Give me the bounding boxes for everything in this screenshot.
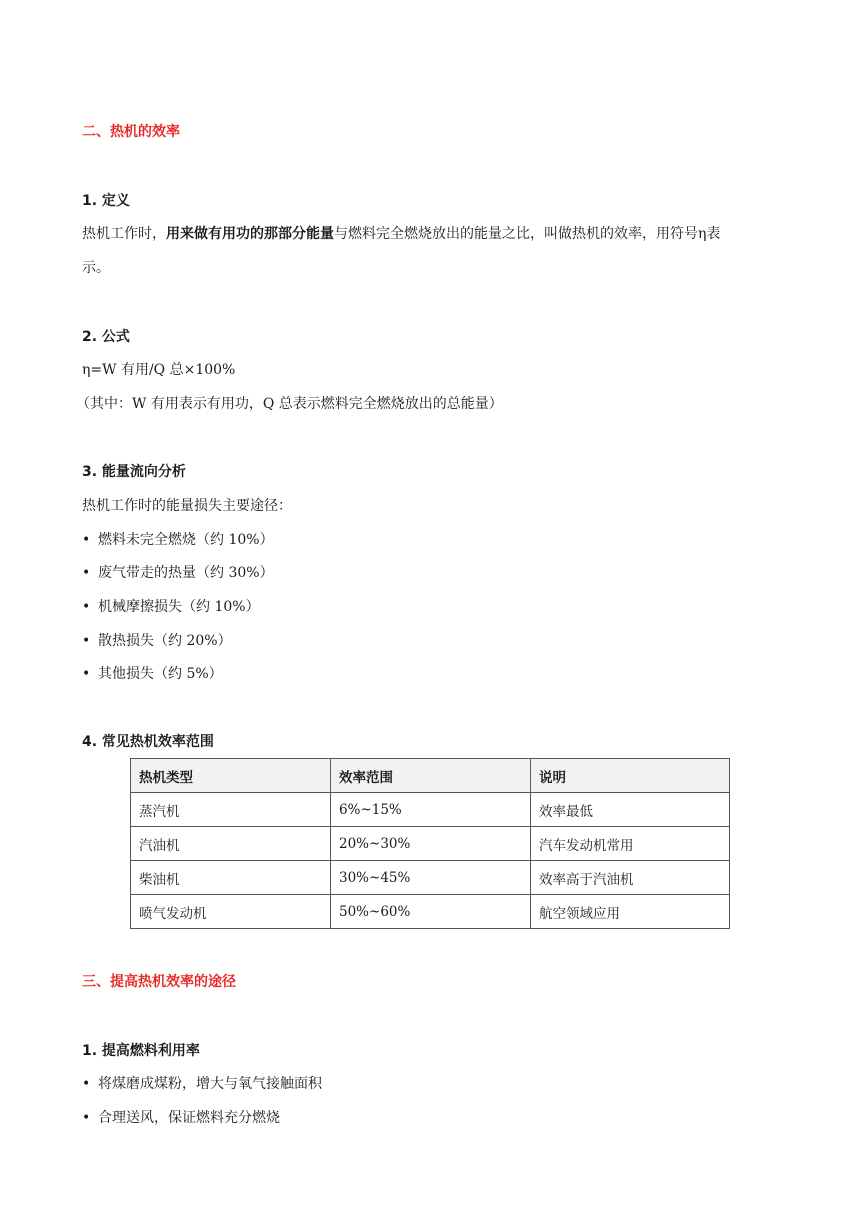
table-cell: 效率最低 xyxy=(531,793,730,827)
list-item-text: 废气带走的热量（约 30%） xyxy=(98,565,274,581)
list-item xyxy=(82,631,232,651)
heading-definition: 1. 定义 xyxy=(82,193,130,209)
table-cell: 汽油机 xyxy=(131,827,331,861)
table-cell: 效率高于汽油机 xyxy=(531,861,730,895)
definition-text-bold: 用来做有用功的那部分能量 xyxy=(166,226,334,242)
table-cell: 汽车发动机常用 xyxy=(531,827,730,861)
list-item xyxy=(82,530,274,550)
list-item-text: 散热损失（约 20%） xyxy=(98,633,232,649)
list-item xyxy=(82,1074,322,1094)
list-item xyxy=(82,1108,280,1128)
formula-note: （其中：W 有用表示有用功，Q 总表示燃料完全燃烧放出的总能量） xyxy=(76,396,503,412)
bullet-icon: • xyxy=(82,532,91,548)
bullet-icon: • xyxy=(82,633,91,649)
bullet-icon: • xyxy=(82,1110,91,1126)
table-cell: 6%~15% xyxy=(331,793,531,827)
definition-line-2: 示。 xyxy=(82,260,110,276)
section-title-efficiency: 二、热机的效率 xyxy=(82,124,180,140)
bullet-icon: • xyxy=(82,666,91,682)
table-row xyxy=(131,827,730,861)
section-title-improvement: 三、提高热机效率的途径 xyxy=(82,974,236,990)
list-item xyxy=(82,597,260,617)
table-header-cell: 效率范围 xyxy=(331,759,531,793)
table-cell: 喷气发动机 xyxy=(131,895,331,929)
bullet-icon: • xyxy=(82,599,91,615)
table-header-cell: 说明 xyxy=(531,759,730,793)
list-item-text: 将煤磨成煤粉，增大与氧气接触面积 xyxy=(98,1076,322,1092)
list-item-text: 燃料未完全燃烧（约 10%） xyxy=(98,532,274,548)
table-header-row xyxy=(131,759,730,793)
definition-text-post: 与燃料完全燃烧放出的能量之比，叫做热机的效率，用符号η表 xyxy=(334,226,721,242)
heading-efficiency-table: 4. 常见热机效率范围 xyxy=(82,734,214,750)
list-item xyxy=(82,563,274,583)
list-item-text: 合理送风，保证燃料充分燃烧 xyxy=(98,1110,280,1126)
heading-energy-flow: 3. 能量流向分析 xyxy=(82,464,186,480)
table-cell: 航空领域应用 xyxy=(531,895,730,929)
bullet-icon: • xyxy=(82,565,91,581)
table-cell: 20%~30% xyxy=(331,827,531,861)
table-cell: 柴油机 xyxy=(131,861,331,895)
list-item-text: 机械摩擦损失（约 10%） xyxy=(98,599,260,615)
heading-fuel-utilization: 1. 提高燃料利用率 xyxy=(82,1043,200,1059)
table-cell: 50%~60% xyxy=(331,895,531,929)
efficiency-table xyxy=(130,758,730,929)
energy-intro: 热机工作时的能量损失主要途径： xyxy=(82,498,292,514)
list-item-text: 其他损失（约 5%） xyxy=(98,666,223,682)
definition-text-pre: 热机工作时， xyxy=(82,226,166,242)
table-header-cell: 热机类型 xyxy=(131,759,331,793)
heading-formula: 2. 公式 xyxy=(82,329,130,345)
table-row xyxy=(131,895,730,929)
table-cell: 30%~45% xyxy=(331,861,531,895)
list-item xyxy=(82,664,223,684)
table-row xyxy=(131,861,730,895)
table-cell: 蒸汽机 xyxy=(131,793,331,827)
table-row xyxy=(131,793,730,827)
bullet-icon: • xyxy=(82,1076,91,1092)
formula-expression: η=W 有用/Q 总×100% xyxy=(82,362,236,378)
definition-line-1 xyxy=(82,224,720,244)
